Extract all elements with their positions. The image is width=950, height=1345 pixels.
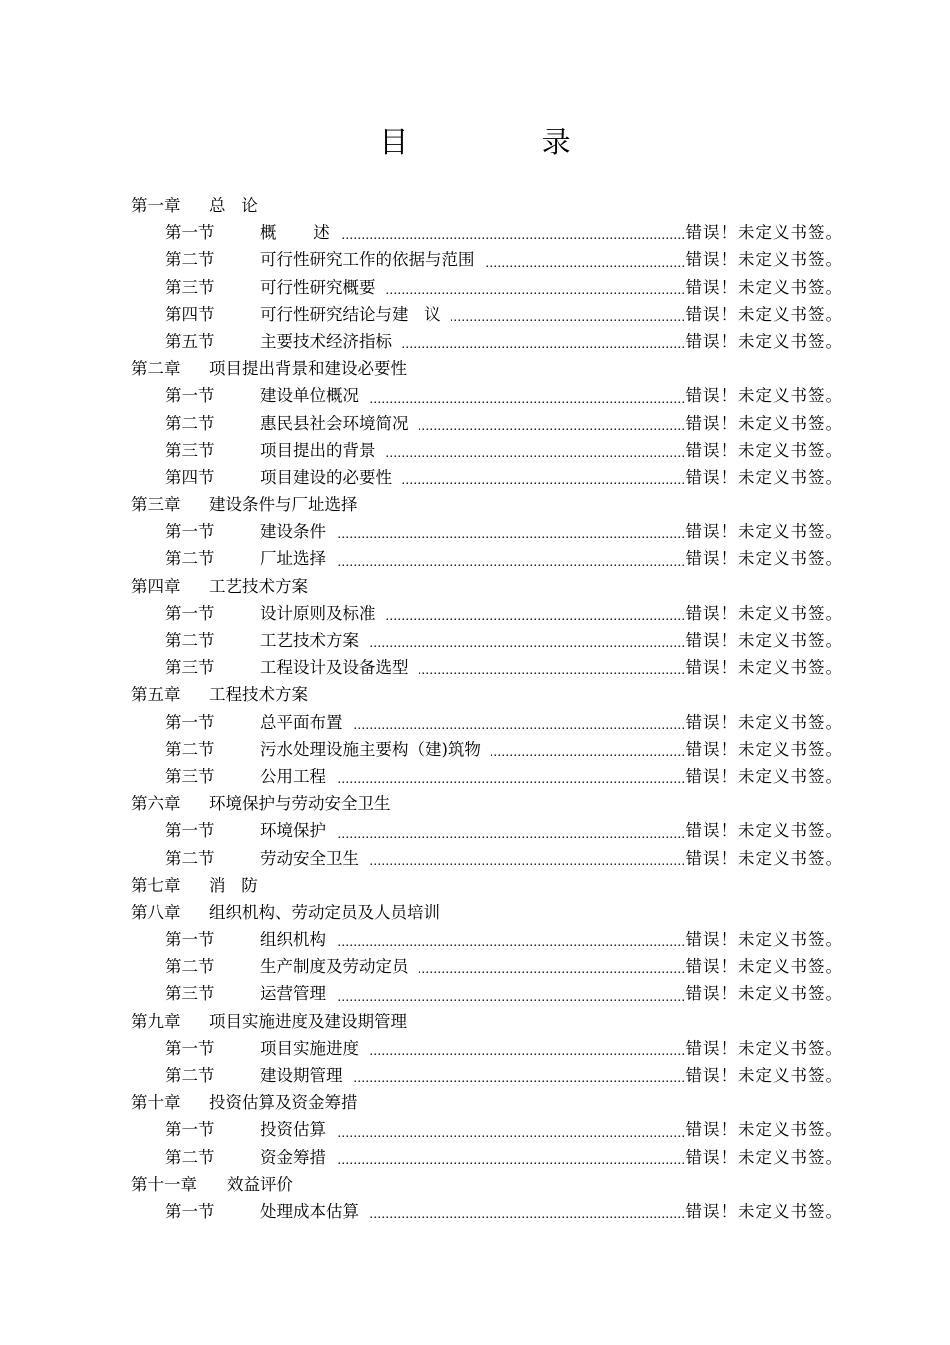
section-title: 环境保护 bbox=[260, 821, 326, 841]
chapter-title: 总 论 bbox=[209, 196, 258, 215]
section-number: 第一节 bbox=[165, 603, 215, 623]
section-number: 第一节 bbox=[165, 821, 215, 841]
page-reference-error: 错误！未定义书签。 bbox=[685, 522, 843, 542]
section-number: 第一节 bbox=[165, 1201, 215, 1221]
chapter-title: 项目提出背景和建设必要性 bbox=[209, 359, 407, 379]
page-reference-error: 错误！未定义书签。 bbox=[685, 603, 843, 623]
toc-section[interactable] bbox=[131, 1198, 843, 1225]
section-title: 厂址选择 bbox=[260, 549, 326, 569]
section-title: 工程设计及设备选型 bbox=[260, 658, 409, 678]
chapter-title: 效益评价 bbox=[227, 1174, 293, 1194]
toc-chapter[interactable] bbox=[131, 1171, 843, 1198]
toc-section[interactable] bbox=[131, 763, 843, 790]
chapter-number: 第七章 bbox=[131, 875, 181, 895]
section-title: 资金筹措 bbox=[260, 1147, 326, 1167]
toc-section[interactable] bbox=[131, 709, 843, 736]
section-number: 第一节 bbox=[165, 223, 215, 243]
toc-section[interactable] bbox=[131, 328, 843, 355]
page-reference-error: 错误！未定义书签。 bbox=[685, 712, 843, 732]
section-number: 第四节 bbox=[165, 467, 215, 487]
page-reference-error: 错误！未定义书签。 bbox=[685, 739, 843, 759]
dot-leader bbox=[386, 600, 686, 627]
toc-section[interactable] bbox=[131, 219, 843, 246]
section-number: 第四节 bbox=[165, 304, 215, 324]
section-number: 第三节 bbox=[165, 440, 215, 460]
chapter-title: 消 防 bbox=[209, 875, 258, 895]
chapter-title: 建设条件与厂址选择 bbox=[209, 495, 358, 515]
toc-chapter[interactable] bbox=[131, 573, 843, 600]
section-number: 第二节 bbox=[165, 631, 215, 650]
section-title: 公用工程 bbox=[260, 766, 326, 786]
dot-leader bbox=[402, 464, 686, 491]
section-number: 第一节 bbox=[165, 522, 215, 542]
toc-chapter[interactable] bbox=[131, 899, 843, 926]
chapter-number: 第八章 bbox=[131, 902, 181, 922]
section-number: 第二节 bbox=[165, 739, 215, 759]
dot-leader bbox=[419, 654, 686, 681]
dot-leader bbox=[336, 545, 686, 572]
dot-leader bbox=[491, 736, 686, 763]
toc-section[interactable] bbox=[131, 926, 843, 953]
toc-chapter[interactable] bbox=[131, 1008, 843, 1035]
chapter-number: 第九章 bbox=[131, 1011, 181, 1031]
section-title: 污水处理设施主要构（建)筑物 bbox=[260, 739, 481, 759]
toc-section[interactable] bbox=[131, 953, 843, 980]
dot-leader bbox=[451, 301, 686, 328]
chapter-title: 组织机构、劳动定员及人员培训 bbox=[209, 902, 440, 922]
toc-section[interactable] bbox=[131, 980, 843, 1007]
section-title: 劳动安全卫生 bbox=[260, 848, 359, 868]
chapter-number: 第五章 bbox=[131, 685, 181, 705]
toc-section[interactable] bbox=[131, 627, 843, 654]
toc-section[interactable] bbox=[131, 437, 843, 464]
page-reference-error: 错误！未定义书签。 bbox=[685, 331, 843, 351]
section-title: 设计原则及标准 bbox=[260, 603, 376, 623]
dot-leader bbox=[369, 1035, 686, 1062]
page-reference-error: 错误！未定义书签。 bbox=[685, 467, 843, 487]
section-title: 项目实施进度 bbox=[260, 1038, 359, 1058]
section-title: 工艺技术方案 bbox=[260, 631, 359, 650]
page-reference-error: 错误！未定义书签。 bbox=[685, 250, 843, 270]
section-title: 项目建设的必要性 bbox=[260, 467, 392, 487]
page-reference-error: 错误！未定义书签。 bbox=[685, 304, 843, 324]
chapter-number: 第十一章 bbox=[131, 1174, 197, 1194]
dot-leader bbox=[336, 518, 686, 545]
dot-leader bbox=[336, 1144, 686, 1171]
dot-leader bbox=[336, 980, 686, 1007]
toc-section[interactable] bbox=[131, 1035, 843, 1062]
chapter-number: 第十章 bbox=[131, 1093, 181, 1113]
section-number: 第一节 bbox=[165, 1038, 215, 1058]
dot-leader bbox=[353, 1062, 686, 1089]
section-number: 第二节 bbox=[165, 250, 215, 270]
toc-section[interactable] bbox=[131, 545, 843, 572]
dot-leader bbox=[369, 845, 686, 872]
section-number: 第二节 bbox=[165, 549, 215, 569]
toc-section[interactable] bbox=[131, 654, 843, 681]
section-number: 第三节 bbox=[165, 277, 215, 297]
toc-section[interactable] bbox=[131, 464, 843, 491]
chapter-number: 第六章 bbox=[131, 794, 181, 814]
section-title: 概 述 bbox=[260, 223, 330, 243]
chapter-title: 工艺技术方案 bbox=[209, 576, 308, 596]
section-title: 组织机构 bbox=[260, 930, 326, 950]
section-number: 第一节 bbox=[165, 930, 215, 950]
page-reference-error: 错误！未定义书签。 bbox=[685, 549, 843, 569]
section-title: 可行性研究工作的依据与范围 bbox=[260, 250, 475, 270]
chapter-title: 工程技术方案 bbox=[209, 685, 308, 705]
toc-section[interactable] bbox=[131, 736, 843, 763]
page-reference-error: 错误！未定义书签。 bbox=[685, 386, 843, 406]
table-of-contents bbox=[131, 192, 843, 1225]
dot-leader bbox=[336, 817, 686, 844]
section-title: 运营管理 bbox=[260, 984, 326, 1004]
toc-section[interactable] bbox=[131, 600, 843, 627]
toc-section[interactable] bbox=[131, 518, 843, 545]
section-title: 主要技术经济指标 bbox=[260, 331, 392, 351]
page-reference-error: 错误！未定义书签。 bbox=[685, 1038, 843, 1058]
page-title: 目 录 bbox=[379, 125, 633, 159]
chapter-number: 第三章 bbox=[131, 495, 181, 515]
page-reference-error: 错误！未定义书签。 bbox=[685, 984, 843, 1004]
toc-chapter[interactable] bbox=[131, 872, 843, 899]
section-number: 第一节 bbox=[165, 712, 215, 732]
chapter-number: 第二章 bbox=[131, 359, 181, 379]
section-title: 建设期管理 bbox=[260, 1066, 343, 1085]
section-title: 建设条件 bbox=[260, 522, 326, 542]
page-reference-error: 错误！未定义书签。 bbox=[685, 631, 843, 650]
section-title: 处理成本估算 bbox=[260, 1201, 359, 1221]
page-reference-error: 错误！未定义书签。 bbox=[685, 277, 843, 297]
section-title: 项目提出的背景 bbox=[260, 440, 376, 460]
page-reference-error: 错误！未定义书签。 bbox=[685, 821, 843, 841]
toc-section[interactable] bbox=[131, 1062, 843, 1089]
toc-section[interactable] bbox=[131, 817, 843, 844]
dot-leader bbox=[369, 1198, 686, 1225]
section-number: 第二节 bbox=[165, 413, 215, 433]
dot-leader bbox=[336, 763, 686, 790]
page-reference-error: 错误！未定义书签。 bbox=[685, 440, 843, 460]
toc-chapter[interactable] bbox=[131, 192, 843, 219]
page-reference-error: 错误！未定义书签。 bbox=[685, 658, 843, 678]
page-reference-error: 错误！未定义书签。 bbox=[685, 223, 843, 243]
dot-leader bbox=[340, 219, 686, 246]
toc-section[interactable] bbox=[131, 1144, 843, 1171]
dot-leader bbox=[386, 437, 686, 464]
toc-chapter[interactable] bbox=[131, 1089, 843, 1116]
page-reference-error: 错误！未定义书签。 bbox=[685, 1120, 843, 1140]
section-title: 投资估算 bbox=[260, 1120, 326, 1140]
section-number: 第二节 bbox=[165, 1147, 215, 1167]
chapter-number: 第四章 bbox=[131, 576, 181, 596]
dot-leader bbox=[419, 953, 686, 980]
chapter-number: 第一章 bbox=[131, 196, 181, 215]
section-number: 第三节 bbox=[165, 766, 215, 786]
section-title: 可行性研究概要 bbox=[260, 277, 376, 297]
dot-leader bbox=[369, 627, 686, 654]
toc-chapter[interactable] bbox=[131, 491, 843, 518]
toc-chapter[interactable] bbox=[131, 681, 843, 708]
toc-section[interactable] bbox=[131, 845, 843, 872]
toc-chapter[interactable] bbox=[131, 790, 843, 817]
dot-leader bbox=[419, 410, 686, 437]
section-title: 建设单位概况 bbox=[260, 386, 359, 406]
page-reference-error: 错误！未定义书签。 bbox=[685, 957, 843, 977]
section-title: 可行性研究结论与建 议 bbox=[260, 304, 441, 324]
toc-section[interactable] bbox=[131, 1116, 843, 1143]
section-number: 第二节 bbox=[165, 848, 215, 868]
toc-chapter[interactable] bbox=[131, 355, 843, 382]
dot-leader bbox=[402, 328, 686, 355]
page-reference-error: 错误！未定义书签。 bbox=[685, 1147, 843, 1167]
section-number: 第一节 bbox=[165, 1120, 215, 1140]
chapter-title: 项目实施进度及建设期管理 bbox=[209, 1011, 407, 1031]
dot-leader bbox=[386, 274, 686, 301]
dot-leader bbox=[485, 246, 686, 273]
toc-section[interactable] bbox=[131, 246, 843, 273]
dot-leader bbox=[336, 926, 686, 953]
section-title: 总平面布置 bbox=[260, 712, 343, 732]
page-reference-error: 错误！未定义书签。 bbox=[685, 848, 843, 868]
page-reference-error: 错误！未定义书签。 bbox=[685, 413, 843, 433]
page-reference-error: 错误！未定义书签。 bbox=[685, 766, 843, 786]
section-number: 第三节 bbox=[165, 658, 215, 678]
dot-leader bbox=[353, 709, 686, 736]
page-reference-error: 错误！未定义书签。 bbox=[685, 1066, 843, 1085]
section-number: 第一节 bbox=[165, 386, 215, 406]
page-reference-error: 错误！未定义书签。 bbox=[685, 1201, 843, 1221]
section-number: 第三节 bbox=[165, 984, 215, 1004]
section-number: 第二节 bbox=[165, 1066, 215, 1085]
toc-section[interactable] bbox=[131, 410, 843, 437]
toc-section[interactable] bbox=[131, 301, 843, 328]
toc-section[interactable] bbox=[131, 274, 843, 301]
chapter-title: 环境保护与劳动安全卫生 bbox=[209, 794, 391, 814]
page-reference-error: 错误！未定义书签。 bbox=[685, 930, 843, 950]
dot-leader bbox=[369, 382, 686, 409]
chapter-title: 投资估算及资金筹措 bbox=[209, 1093, 358, 1113]
section-number: 第二节 bbox=[165, 957, 215, 977]
section-title: 惠民县社会环境简况 bbox=[260, 413, 409, 433]
dot-leader bbox=[336, 1116, 686, 1143]
toc-section[interactable] bbox=[131, 382, 843, 409]
section-title: 生产制度及劳动定员 bbox=[260, 957, 409, 977]
section-number: 第五节 bbox=[165, 331, 215, 351]
